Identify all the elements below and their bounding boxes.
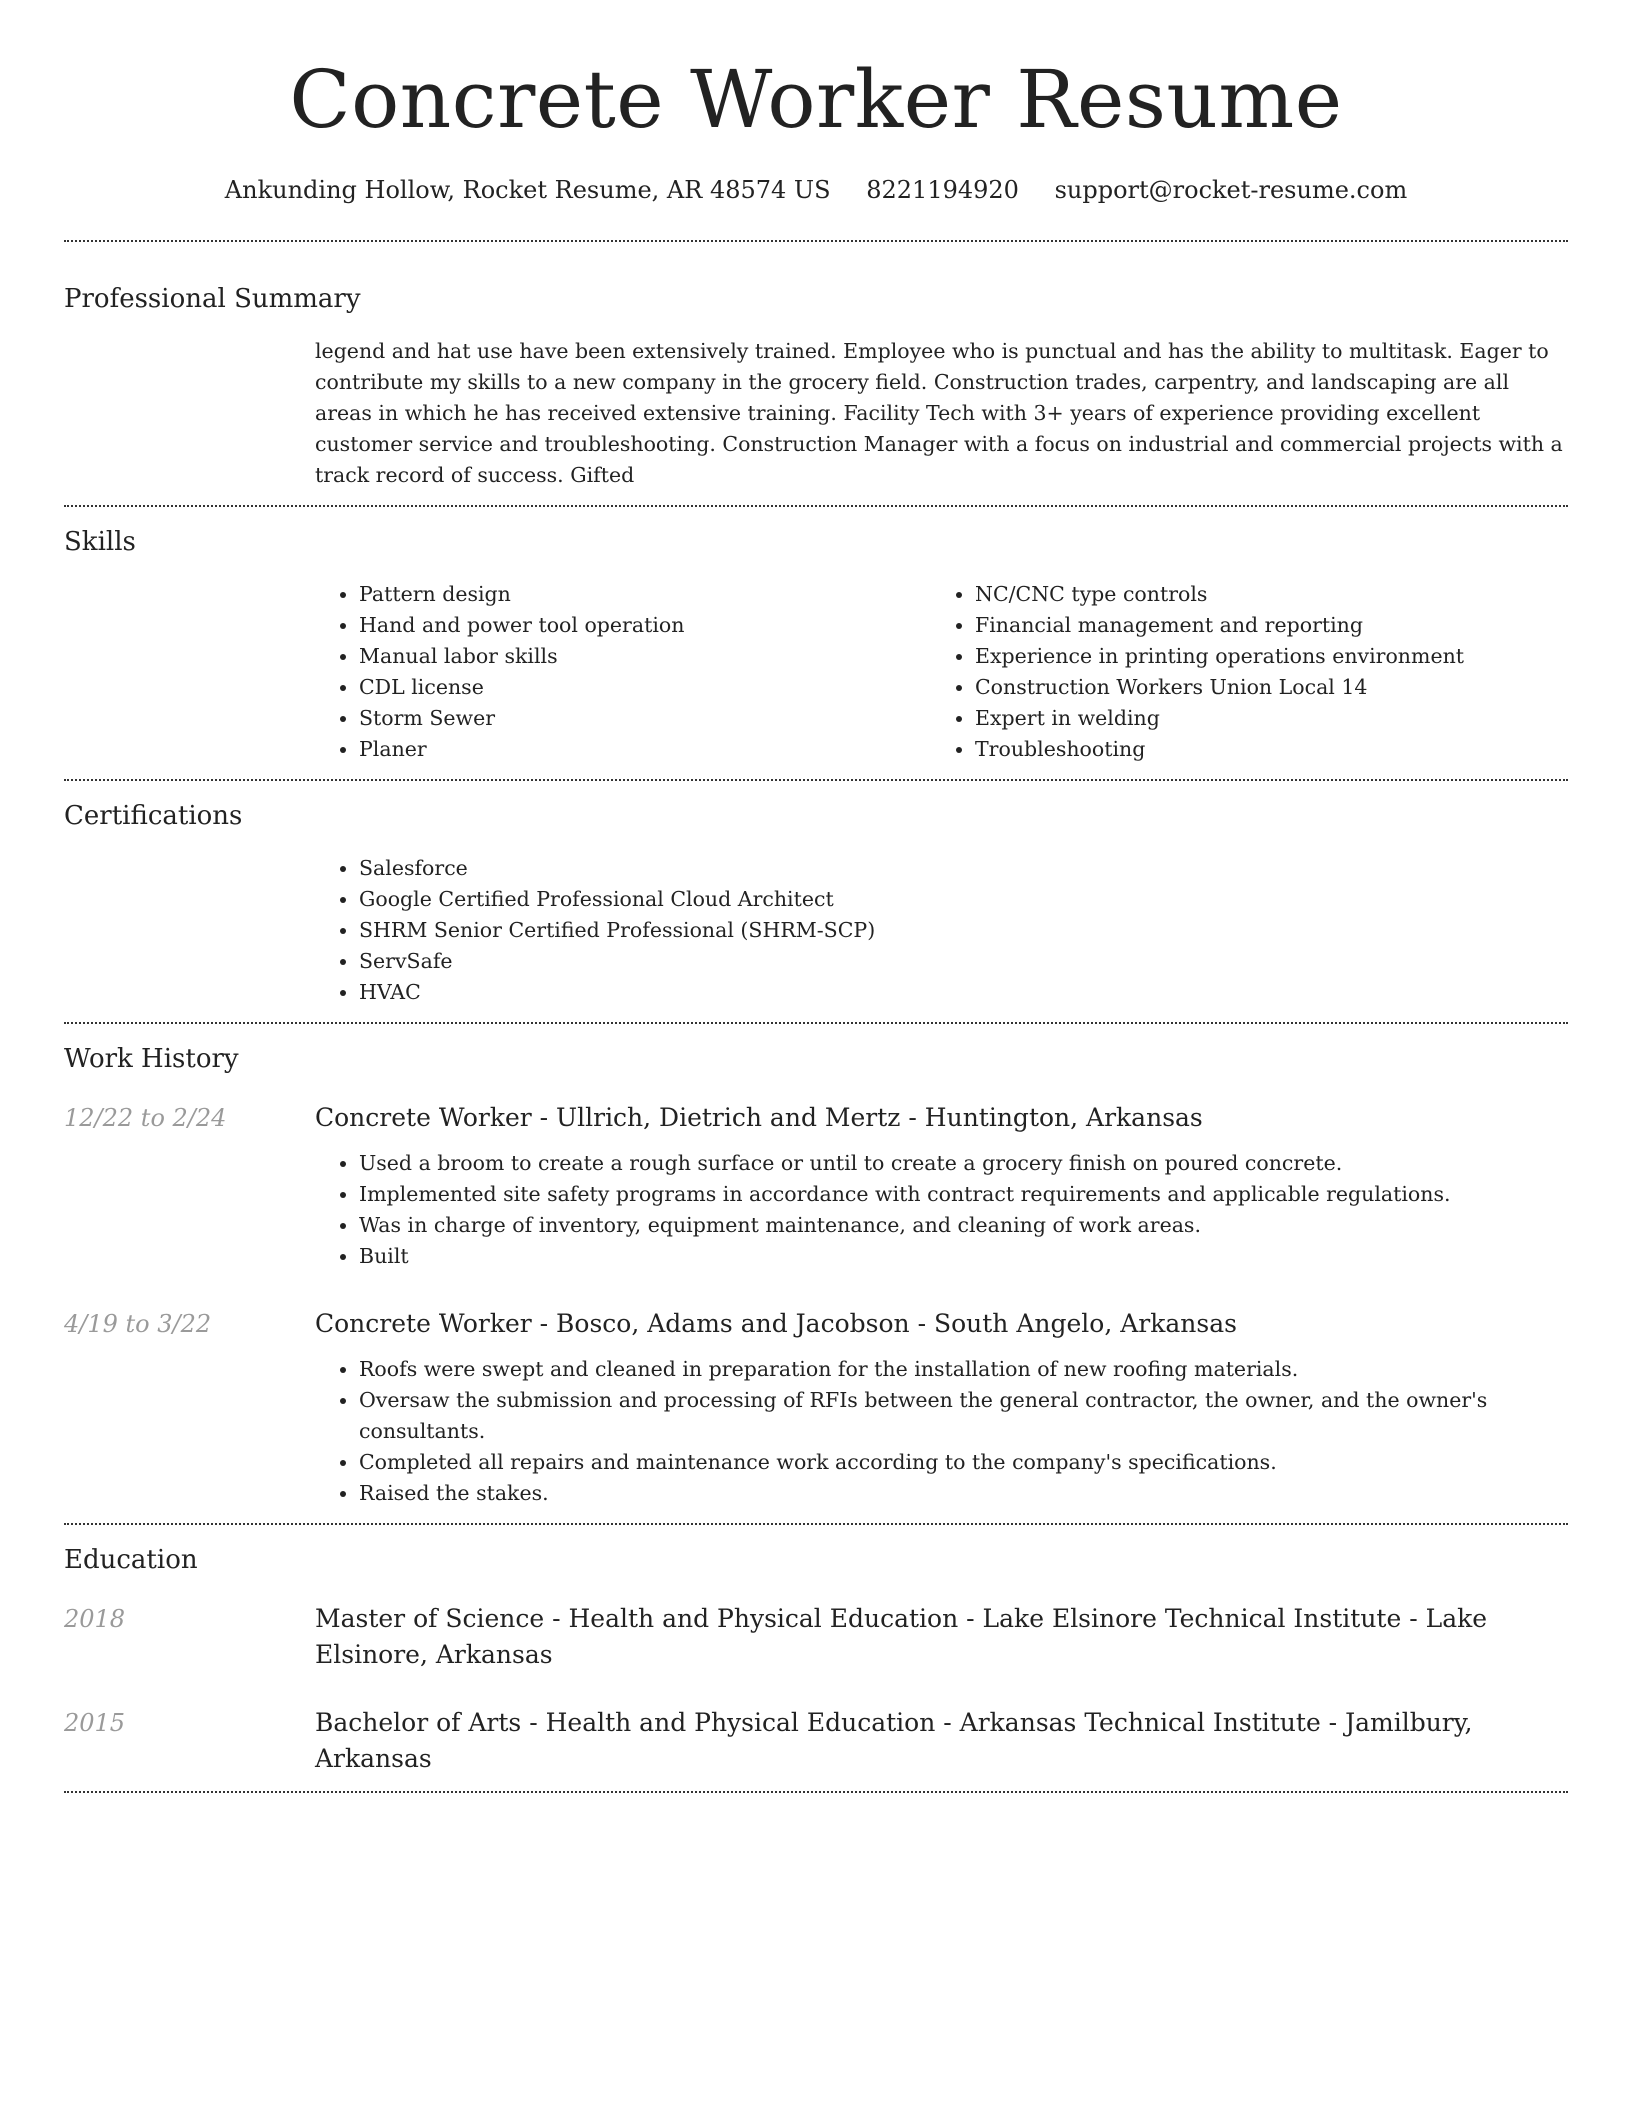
job-duties xyxy=(315,1148,1568,1272)
job-entry xyxy=(64,1306,1568,1509)
skill-item: • Construction Workers Union Local 14 xyxy=(975,672,1547,703)
skill-item: • Planer xyxy=(359,734,931,765)
skill-item: • NC/CNC type controls xyxy=(975,579,1547,610)
education-entry xyxy=(64,1601,1568,1673)
education-body xyxy=(315,1601,1568,1673)
education-heading-line: Master of Science - Health and Physical Education - Lake Elsinore Technical Institute - Lake Elsinore, Arkansas xyxy=(315,1604,1488,1669)
duty-item: • Was in charge of inventory, equipment maintenance, and cleaning of work areas. xyxy=(359,1210,1568,1241)
resume-header xyxy=(64,0,1568,206)
certifications-list xyxy=(315,853,1568,1008)
job-heading: Concrete Worker - Ullrich, Dietrich and Mertz - Huntington, Arkansas xyxy=(315,1103,1203,1132)
certification-item: • HVAC xyxy=(359,977,1568,1008)
skills-section xyxy=(64,507,1568,779)
job-dates: 4/19 to 3/22 xyxy=(64,1310,212,1338)
skill-item: • Troubleshooting xyxy=(975,734,1547,765)
certification-item: • Salesforce xyxy=(359,853,1568,884)
skills-heading: Skills xyxy=(64,527,136,557)
job-body xyxy=(315,1306,1568,1509)
duty-item: • Used a broom to create a rough surface or until to create a grocery finish on poured concrete. xyxy=(359,1148,1568,1179)
duty-item: • Oversaw the submission and processing of RFIs between the general contractor, the owner, and the owner's consultants. xyxy=(359,1385,1568,1447)
duty-item: • Completed all repairs and maintenance work according to the company's specifications. xyxy=(359,1447,1568,1478)
duty-item: • Raised the stakes. xyxy=(359,1478,1568,1509)
education-body xyxy=(315,1705,1568,1777)
skill-item: • Experience in printing operations environment xyxy=(975,641,1547,672)
skill-item: • Pattern design xyxy=(359,579,931,610)
job-heading: Concrete Worker - Bosco, Adams and Jacobson - South Angelo, Arkansas xyxy=(315,1309,1237,1338)
skill-item: • Storm Sewer xyxy=(359,703,931,734)
skill-item: • CDL license xyxy=(359,672,931,703)
summary-text: legend and hat use have been extensively trained. Employee who is punctual and has the ability to multitask. Eager to contribute my skills to a new company in the grocery field. Construction trades, carpentry, and landscaping are all areas in which he has received extensive training. Facility Tech with 3+ years of experience providing excellent customer service and troubleshooting. Construction Manager with a focus on industrial and commercial projects with a track record of success. Gifted xyxy=(315,339,1563,487)
work-history-section xyxy=(64,1024,1568,1523)
education-section xyxy=(64,1525,1568,1791)
duty-item: • Roofs were swept and cleaned in preparation for the installation of new roofing materials. xyxy=(359,1354,1568,1385)
contact-email: support@rocket-resume.com xyxy=(1054,176,1408,204)
certifications-section xyxy=(64,781,1568,1022)
duty-item: • Built xyxy=(359,1241,1568,1272)
divider xyxy=(64,1791,1568,1793)
education-heading: Education xyxy=(64,1545,198,1575)
skills-column-right xyxy=(931,579,1547,765)
skill-item: • Manual labor skills xyxy=(359,641,931,672)
education-entry xyxy=(64,1705,1568,1777)
job-dates: 12/22 to 2/24 xyxy=(64,1104,227,1132)
summary-section xyxy=(64,242,1568,505)
contact-phone: 8221194920 xyxy=(866,176,1019,204)
work-history-heading: Work History xyxy=(64,1044,239,1074)
resume-title: Concrete Worker Resume xyxy=(289,53,1343,146)
skill-item: • Financial management and reporting xyxy=(975,610,1547,641)
skill-item: • Hand and power tool operation xyxy=(359,610,931,641)
education-year: 2018 xyxy=(64,1605,126,1633)
job-body xyxy=(315,1100,1568,1272)
job-entry xyxy=(64,1100,1568,1272)
certifications-heading: Certifications xyxy=(64,801,243,831)
certification-item: • Google Certified Professional Cloud Architect xyxy=(359,884,1568,915)
summary-heading: Professional Summary xyxy=(64,284,361,314)
job-duties xyxy=(315,1354,1568,1509)
duty-item: • Implemented site safety programs in accordance with contract requirements and applicable regulations. xyxy=(359,1179,1568,1210)
contact-address: Ankunding Hollow, Rocket Resume, AR 48574 US xyxy=(224,176,831,204)
skills-column-left xyxy=(315,579,931,765)
education-year: 2015 xyxy=(64,1709,126,1737)
skill-item: • Expert in welding xyxy=(975,703,1547,734)
education-heading-line: Bachelor of Arts - Health and Physical Education - Arkansas Technical Institute - Jamilbury, Arkansas xyxy=(315,1708,1473,1773)
certification-item: • SHRM Senior Certified Professional (SHRM-SCP) xyxy=(359,915,1568,946)
certification-item: • ServSafe xyxy=(359,946,1568,977)
skills-grid xyxy=(315,579,1568,765)
contact-line xyxy=(64,174,1568,206)
